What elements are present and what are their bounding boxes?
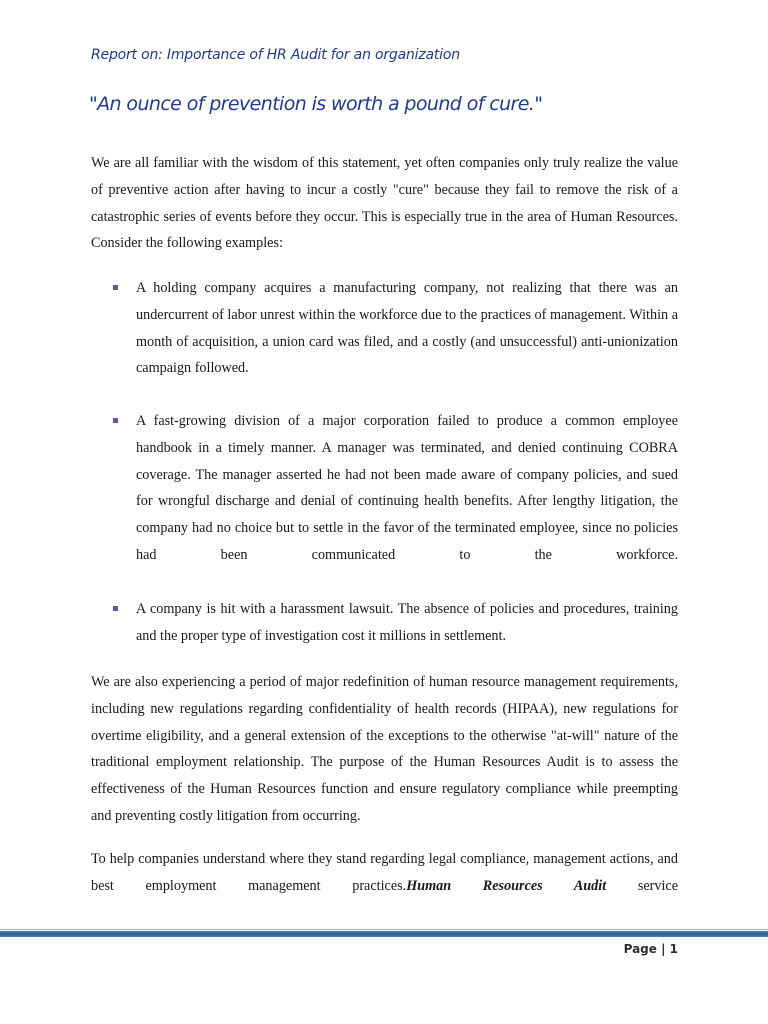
hr-audit-emphasis: Human Resources Audit — [406, 877, 607, 894]
square-bullet-icon — [113, 285, 118, 290]
intro-paragraph: We are all familiar with the wisdom of this statement, yet often companies only truly realize the value of preventive action after having to incur a costly "cure" because they fail to remove the risk of a catastrophic series of events before they occur. This is especially true in the area of Human Resources. Consider the following examples: — [91, 155, 678, 252]
list-item-text: A fast-growing division of a major corporation failed to produce a common employee handbook in a timely manner. A manager was terminated, and denied continuing COBRA coverage. The manager asserted he had not been made aware of company policies, and sued for wrongful discharge and denial of continuing health benefits. After lengthy litigation, the company had no choice but to settle in the favor of the terminated employee, since no policies had been communicated to the workforce. — [136, 413, 678, 563]
square-bullet-icon — [113, 606, 118, 611]
closing-text-end: service — [606, 877, 678, 894]
list-item-text: A company is hit with a harassment lawsuit. The absence of policies and procedures, training and the proper type of investigation cost it millions in settlement. — [136, 601, 678, 644]
page-number: Page | 1 — [623, 942, 678, 956]
report-title: Report on: Importance of HR Audit for an organization — [91, 47, 460, 63]
list-item — [136, 275, 678, 382]
list-item — [136, 596, 678, 650]
redefinition-paragraph: We are also experiencing a period of major redefinition of human resource management requirements, including new regulations regarding confidentiality of health records (HIPAA), new regulations for overtime eligibility, and a general extension of the exceptions to the otherwise "at-will" nature of the traditional employment relationship. The purpose of the Human Resources Audit is to assess the effectiveness of the Human Resources function and ensure regulatory compliance while preempting and preventing costly litigation from occurring. — [91, 674, 678, 824]
closing-text: To help companies understand where they stand regarding legal compliance, management actions, and best employment management practices. — [91, 851, 678, 894]
quote-heading: "An ounce of prevention is worth a pound of cure." — [89, 93, 543, 115]
list-item-text: A holding company acquires a manufacturing company, not realizing that there was an undercurrent of labor unrest within the workforce due to the practices of management. Within a month of acquisition, a union card was filed, and a costly (and unsuccessful) anti-unionization campaign followed. — [136, 280, 678, 377]
footer-divider — [0, 930, 768, 938]
list-item — [136, 408, 678, 569]
square-bullet-icon — [113, 418, 118, 423]
closing-paragraph — [91, 846, 678, 900]
